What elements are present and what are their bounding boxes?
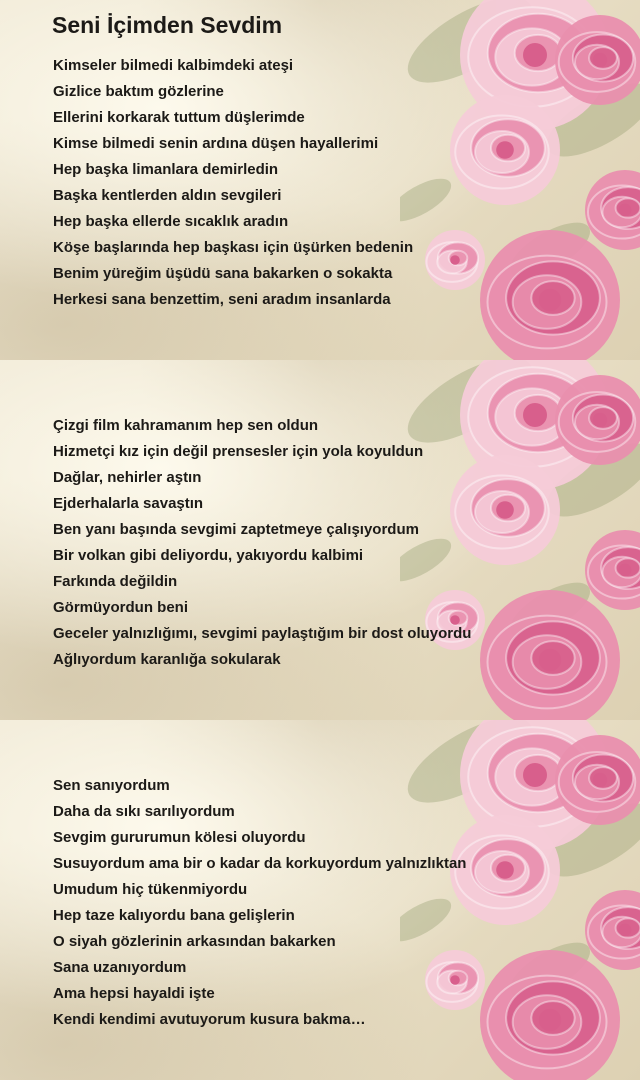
poem-line: Benim yüreğim üşüdü sana bakarken o sokakta — [53, 265, 393, 282]
poem-line: Umudum hiç tükenmiyordu — [53, 881, 248, 898]
poem-line: Başka kentlerden aldın sevgileri — [53, 187, 282, 204]
poem-line: O siyah gözlerinin arkasından bakarken — [53, 933, 336, 950]
poem-line: Farkında değildin — [53, 573, 178, 590]
poem-line: Geceler yalnızlığımı, sevgimi paylaştığım bir dost oluyordu — [53, 625, 472, 642]
poem-panel-1 — [0, 0, 640, 360]
poem-line: Hep başka limanlara demirledin — [53, 161, 279, 178]
poem-line: Ağlıyordum karanlığa sokularak — [53, 651, 281, 668]
poem-line: Ejderhalarla savaştın — [53, 495, 204, 512]
poem-line: Çizgi film kahramanım hep sen oldun — [53, 417, 319, 434]
poem-line: Sana uzanıyordum — [53, 959, 187, 976]
stanza-1 — [53, 53, 413, 313]
poem-line: Kimse bilmedi senin ardına düşen hayallerimi — [53, 135, 379, 152]
poem-line: Hizmetçi kız için değil prensesler için yola koyuldun — [53, 443, 424, 460]
poem-line: Görmüyordun beni — [53, 599, 188, 616]
stanza-3 — [53, 773, 466, 1033]
poem-line: Hep taze kalıyordu bana gelişlerin — [53, 907, 295, 924]
poem-line: Daha da sıkı sarılıyordum — [53, 803, 235, 820]
poem-line: Sen sanıyordum — [53, 777, 170, 794]
poem-line: Kendi kendimi avutuyorum kusura bakma… — [53, 1011, 366, 1028]
poem-line: Sevgim gururumun kölesi oluyordu — [53, 829, 306, 846]
poem-title: Seni İçimden Sevdim — [52, 12, 283, 38]
poem-line: Susuyordum ama bir o kadar da korkuyordum yalnızlıktan — [53, 855, 467, 872]
rose-bouquet-image — [400, 0, 640, 360]
poem-line: Ellerini korkarak tuttum düşlerimde — [53, 109, 305, 126]
poem-line: Ama hepsi hayaldi işte — [53, 985, 215, 1002]
poem-line: Köşe başlarında hep başkası için üşürken bedenin — [53, 239, 414, 256]
poem-line: Kimseler bilmedi kalbimdeki ateşi — [53, 57, 294, 74]
poem-line: Hep başka ellerde sıcaklık aradın — [53, 213, 289, 230]
poem-line: Herkesi sana benzettim, seni aradım insanlarda — [53, 291, 391, 308]
poem-line: Bir volkan gibi deliyordu, yakıyordu kalbimi — [53, 547, 364, 564]
poem-line: Ben yanı başında sevgimi zaptetmeye çalışıyordum — [53, 521, 419, 538]
poem-panel-2 — [0, 360, 640, 720]
poem-line: Dağlar, nehirler aştın — [53, 469, 202, 486]
poem-panel-3 — [0, 720, 640, 1080]
poem-line: Gizlice baktım gözlerine — [53, 83, 224, 100]
stanza-2 — [53, 413, 471, 673]
